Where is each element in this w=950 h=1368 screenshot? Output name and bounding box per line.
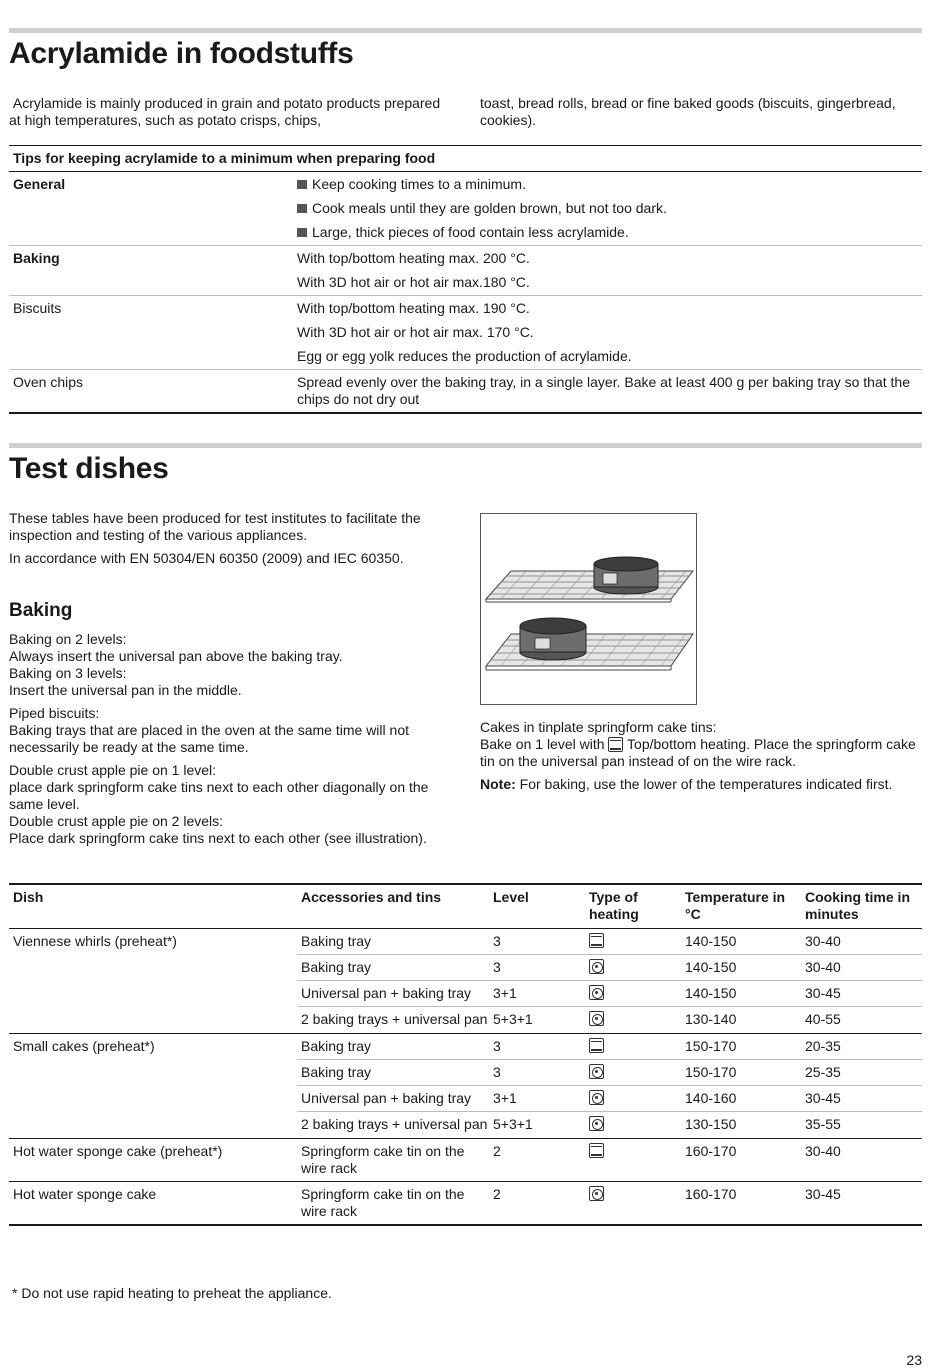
table-row — [297, 1060, 922, 1086]
table-row — [297, 955, 922, 981]
column-header-cooking-time: Cooking time in minutes — [805, 889, 910, 922]
tips-value: Keep cooking times to a minimum. — [297, 176, 922, 200]
oven-racks-illustration — [481, 514, 696, 704]
level-cell: 5+3+1 — [493, 1116, 533, 1132]
test-left-column — [9, 510, 454, 573]
test-dishes-title: Test dishes — [9, 452, 169, 485]
tips-value: Egg or egg yolk reduces the production of acrylamide. — [297, 348, 632, 364]
heating-cell — [585, 1143, 681, 1177]
level-cell: 3 — [493, 959, 501, 975]
test-intro-p1: These tables have been produced for test institutes to facilitate the inspection and testing of the various appliances. — [9, 510, 421, 543]
dish-group — [9, 1034, 922, 1139]
dish-name: Small cakes (preheat*) — [13, 1038, 155, 1054]
temperature-cell: 140-150 — [685, 933, 737, 949]
square-bullet-icon — [297, 228, 307, 237]
tips-value: Large, thick pieces of food contain less acrylamide. — [297, 224, 922, 241]
table-row — [297, 1139, 922, 1181]
cooking-time-cell: 30-45 — [805, 1186, 841, 1202]
hot-air-icon — [589, 985, 604, 1000]
temperature-cell: 140-150 — [685, 985, 737, 1001]
section-rule-top — [9, 28, 922, 33]
table-row — [297, 1034, 922, 1060]
column-header-dish: Dish — [13, 889, 44, 905]
test-right-column — [480, 719, 920, 799]
cooking-time-cell: 30-45 — [805, 985, 841, 1001]
accessories-cell: 2 baking trays + universal pan — [301, 1011, 488, 1027]
cooking-time-cell: 30-40 — [805, 933, 841, 949]
tips-table-header: Tips for keeping acrylamide to a minimum when preparing food — [9, 146, 922, 172]
baking-note: Note: For baking, use the lower of the temperatures indicated first. — [480, 776, 893, 792]
hot-air-icon — [589, 1116, 604, 1131]
accessories-cell: Universal pan + baking tray — [301, 985, 472, 1001]
footnote: * Do not use rapid heating to preheat the appliance. — [12, 1285, 332, 1301]
springform-tin-lower — [520, 618, 586, 660]
accessories-cell: Baking tray — [301, 1038, 372, 1054]
top-bottom-heating-icon — [589, 1143, 604, 1158]
accessories-cell: Baking tray — [301, 1064, 372, 1080]
tips-row-general — [9, 172, 922, 246]
cooking-time-cell: 25-35 — [805, 1064, 841, 1080]
top-bottom-heating-icon — [589, 933, 604, 948]
acrylamide-tips-table — [9, 145, 922, 414]
heating-cell — [585, 1090, 681, 1107]
accessories-cell: Baking tray — [301, 933, 372, 949]
heating-cell — [585, 933, 681, 950]
springform-tins-illustration — [480, 513, 697, 705]
hot-air-icon — [589, 1064, 604, 1079]
section-rule-test — [9, 443, 922, 448]
level-cell: 3 — [493, 1038, 501, 1054]
temperature-cell: 140-160 — [685, 1090, 737, 1106]
temperature-cell: 140-150 — [685, 959, 737, 975]
level-cell: 3+1 — [493, 985, 517, 1001]
table-row — [297, 981, 922, 1007]
dish-name: Hot water sponge cake (preheat*) — [13, 1143, 223, 1159]
springform-tin-upper — [594, 557, 658, 594]
heating-cell — [585, 985, 681, 1002]
heating-cell — [585, 1116, 681, 1134]
accessories-cell: Baking tray — [301, 959, 372, 975]
hot-air-icon — [589, 1186, 604, 1201]
column-header-level: Level — [493, 889, 529, 905]
level-cell: 2 — [493, 1186, 501, 1202]
heating-cell — [585, 1064, 681, 1081]
baking-levels-note: Baking on 2 levels: Always insert the universal pan above the baking tray. Baking on 3 levels: Insert the universal pan in the middle. — [9, 631, 343, 698]
baking-heading: Baking — [9, 600, 73, 621]
dish-name: Viennese whirls (preheat*) — [13, 933, 177, 949]
accessories-cell: Springform cake tin on the wire rack — [301, 1143, 465, 1176]
level-cell: 5+3+1 — [493, 1011, 533, 1027]
heating-cell — [585, 1186, 681, 1220]
accessories-cell: Springform cake tin on the wire rack — [301, 1186, 465, 1219]
tips-value: With 3D hot air or hot air max. 170 °C. — [297, 324, 534, 340]
hot-air-icon — [589, 959, 604, 974]
temperature-cell: 130-150 — [685, 1116, 737, 1132]
cooking-time-cell: 30-40 — [805, 959, 841, 975]
level-cell: 3+1 — [493, 1090, 517, 1106]
cooking-time-cell: 35-55 — [805, 1116, 841, 1132]
accessories-cell: 2 baking trays + universal pan — [301, 1116, 488, 1132]
tips-row-oven-chips — [9, 370, 922, 412]
cooking-time-cell: 40-55 — [805, 1011, 841, 1027]
level-cell: 2 — [493, 1143, 501, 1159]
tips-row-baking — [9, 246, 922, 296]
heating-cell — [585, 1038, 681, 1055]
table-row — [297, 1182, 922, 1224]
acrylamide-intro-left-text: Acrylamide is mainly produced in grain and potato products prepared at high temperatures, such as potato crisps, chips, — [9, 95, 445, 128]
acrylamide-intro-left — [9, 95, 454, 135]
top-bottom-heating-icon — [589, 1038, 604, 1053]
temperature-cell: 150-170 — [685, 1038, 737, 1054]
temperature-cell: 160-170 — [685, 1143, 737, 1159]
acrylamide-title: Acrylamide in foodstuffs — [9, 37, 354, 70]
apple-pie-note: Double crust apple pie on 1 level: place dark springform cake tins next to each other diagonally on the same level. Double crust apple pie on 2 levels: Place dark springform cake tins next to each other (see illustration). — [9, 762, 429, 846]
hot-air-icon — [589, 1090, 604, 1105]
table-row — [297, 1086, 922, 1112]
temperature-cell: 150-170 — [685, 1064, 737, 1080]
cooking-time-cell: 30-40 — [805, 1143, 841, 1159]
tips-value: With top/bottom heating max. 200 °C. — [297, 250, 530, 266]
temperature-cell: 130-140 — [685, 1011, 737, 1027]
square-bullet-icon — [297, 204, 307, 213]
test-intro-p2: In accordance with EN 50304/EN 60350 (2009) and IEC 60350. — [9, 550, 404, 566]
table-row — [297, 929, 922, 955]
cakes-note: Cakes in tinplate springform cake tins: Bake on 1 level with Top/bottom heating. Place the springform cake tin on the universal pan instead of on the wire rack. — [480, 719, 916, 769]
page-number: 23 — [906, 1352, 922, 1368]
square-bullet-icon — [297, 180, 307, 189]
accessories-cell: Universal pan + baking tray — [301, 1090, 472, 1106]
tips-row-label: Biscuits — [13, 300, 62, 316]
dish-name: Hot water sponge cake — [13, 1186, 157, 1202]
tips-value: Spread evenly over the baking tray, in a single layer. Bake at least 400 g per baking tray so that the chips do not dry out — [297, 374, 910, 407]
dish-group — [9, 929, 922, 1034]
baking-notes — [9, 631, 454, 853]
dish-group — [9, 1139, 922, 1182]
table-header-row — [9, 885, 922, 929]
tips-row-biscuits — [9, 296, 922, 370]
cooking-time-cell: 20-35 — [805, 1038, 841, 1054]
column-header-temperature: Temperature in °C — [685, 889, 786, 922]
level-cell: 3 — [493, 1064, 501, 1080]
tips-row-label: General — [13, 176, 66, 192]
hot-air-icon — [589, 1011, 604, 1026]
tips-value: With top/bottom heating max. 190 °C. — [297, 300, 530, 316]
test-dishes-table — [9, 883, 922, 1226]
column-header-heating: Type of heating — [589, 889, 639, 922]
tips-value: Cook meals until they are golden brown, but not too dark. — [297, 200, 922, 224]
heating-cell — [585, 959, 681, 976]
table-row — [297, 1007, 922, 1033]
tips-row-label: Oven chips — [13, 374, 84, 390]
cooking-time-cell: 30-45 — [805, 1090, 841, 1106]
dish-group — [9, 1182, 922, 1224]
piped-biscuits-note: Piped biscuits: Baking trays that are placed in the oven at the same time will not necessarily be ready at the same time. — [9, 705, 409, 755]
tips-row-label: Baking — [13, 250, 60, 266]
acrylamide-intro-right — [480, 95, 910, 135]
heating-cell — [585, 1011, 681, 1029]
level-cell: 3 — [493, 933, 501, 949]
temperature-cell: 160-170 — [685, 1186, 737, 1202]
table-row — [297, 1112, 922, 1138]
acrylamide-intro-right-text: toast, bread rolls, bread or fine baked goods (biscuits, gingerbread, cookies). — [480, 95, 896, 128]
top-bottom-heating-icon — [608, 737, 623, 752]
column-header-accessories: Accessories and tins — [301, 889, 442, 905]
tips-value: With 3D hot air or hot air max.180 °C. — [297, 274, 530, 290]
